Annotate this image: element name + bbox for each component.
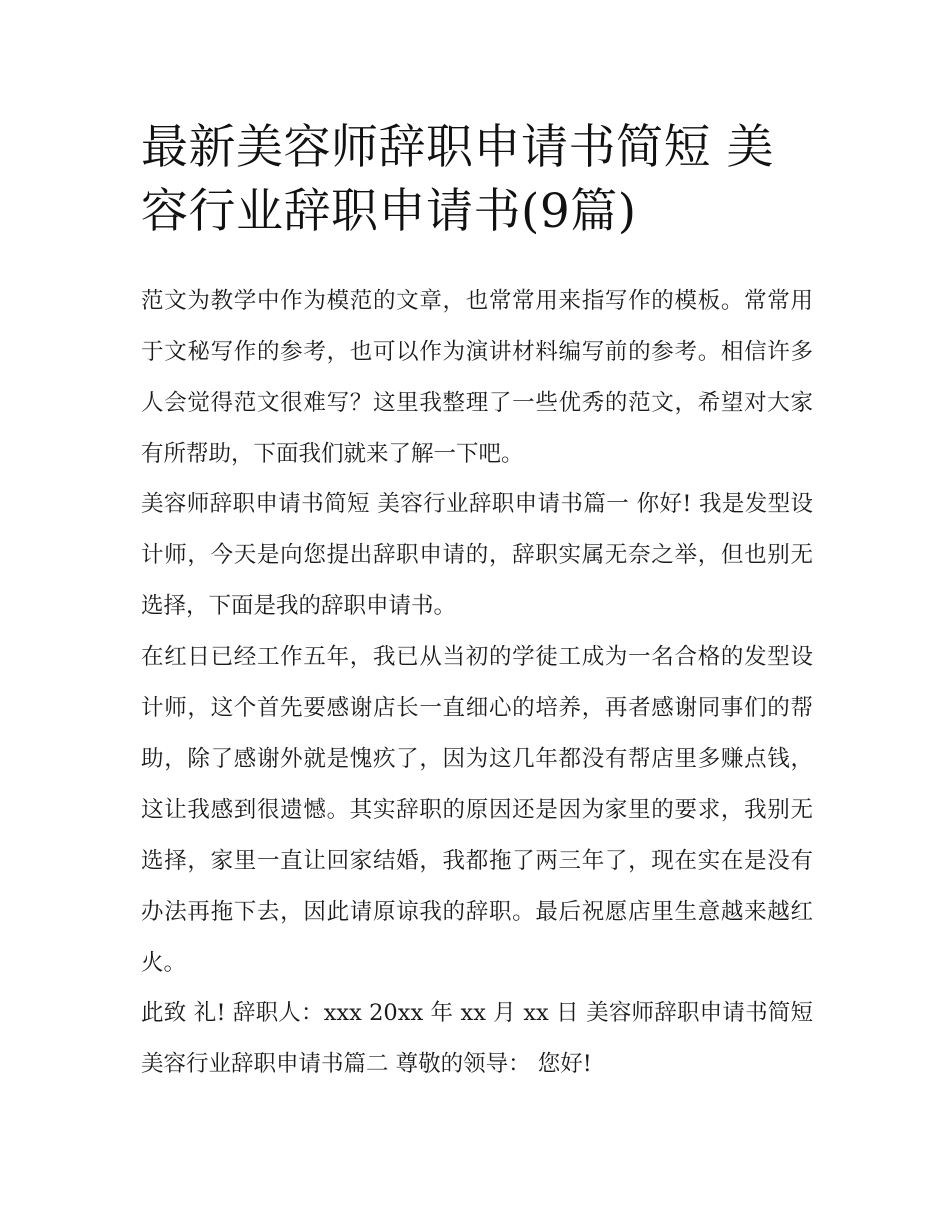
paragraph-letter-one-opening: 美容师辞职申请书简短 美容行业辞职申请书篇一 你好! 我是发型设计师，今天是向您提出辞职申请的，辞职实属无奈之举，但也别无选择，下面是我的辞职申请书。 bbox=[141, 491, 813, 619]
paragraph-letter-one-body: 在红日已经工作五年，我已从当初的学徒工成为一名合格的发型设计师，这个首先要感谢店长一直细心的培养，再者感谢同事们的帮助，除了感谢外就是愧疚了，因为这几年都没有帮店里多赚点钱，这让我感到很遗憾。其实辞职的原因还是因为家里的要求，我别无选择，家里一直让回家结婚，我都拖了两三年了，现在实在是没有办法再拖下去，因此请原谅我的辞职。最后祝愿店里生意越来越红火。 bbox=[141, 644, 813, 976]
paragraph-letter-one-closing: 此致 礼! 辞职人：xxx 20xx 年 xx 月 xx 日 美容师辞职申请书简短 美容行业辞职申请书篇二 尊敬的领导： 您好! bbox=[141, 1000, 813, 1077]
document-title: 最新美容师辞职申请书简短 美容行业辞职申请书(9篇) bbox=[141, 120, 774, 239]
paragraph-intro: 范文为教学中作为模范的文章，也常常用来指写作的模板。常常用于文秘写作的参考，也可以作为演讲材料编写前的参考。相信许多人会觉得范文很难写？这里我整理了一些优秀的范文，希望对大家有所帮助，下面我们就来了解一下吧。 bbox=[141, 288, 813, 467]
